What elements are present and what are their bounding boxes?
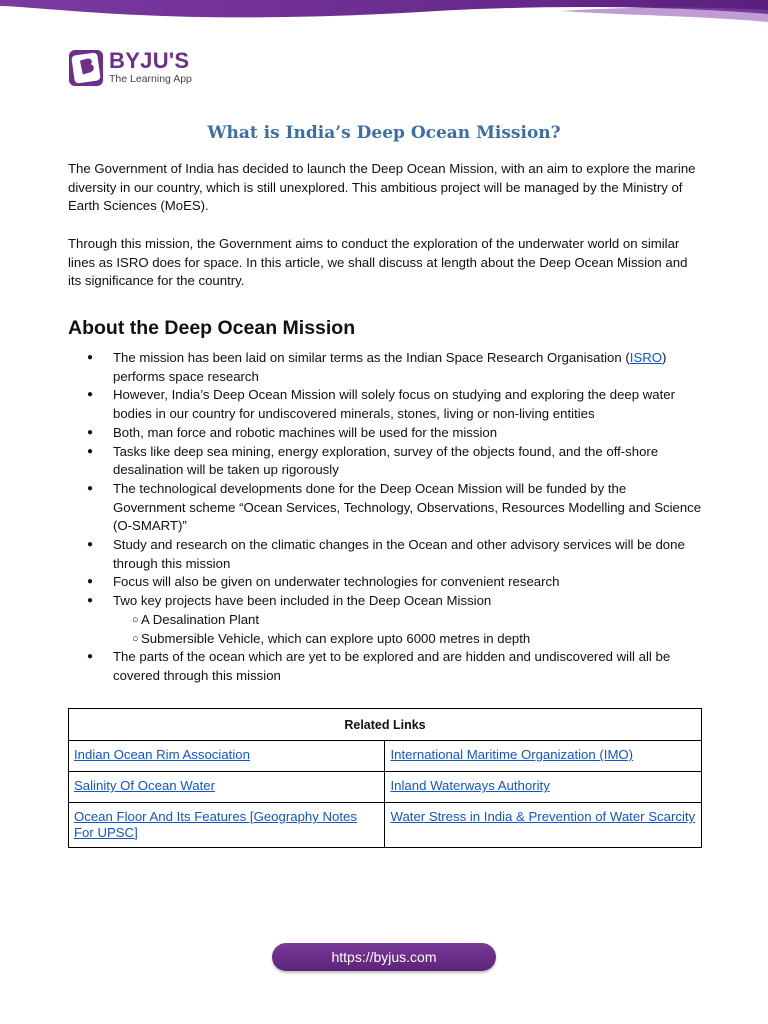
sub-bullet-list [113,611,702,648]
list-item: ● Focus will also be given on underwater technologies for convenient research [68,573,702,592]
byjus-logo[interactable] [68,47,192,89]
list-item: ● Study and research on the climatic changes in the Ocean and other advisory services will be done through this mission [68,536,702,573]
table-cell [385,803,702,848]
list-item: ● The technological developments done for the Deep Ocean Mission will be funded by the Government scheme “Ocean Services, Technology, Observations, Resources Modelling and Science (O-SMART)” [68,480,702,536]
footer-url-text: https://byjus.com [331,949,437,965]
sub-list-item: ○ Submersible Vehicle, which can explore upto 6000 metres in depth [68,630,702,649]
table-cell [69,741,385,772]
byjus-logo-icon [68,49,104,87]
logo-brand-name: BYJU'S [109,48,190,73]
related-links-header: Related Links [69,709,702,741]
intro-paragraph-1: The Government of India has decided to launch the Deep Ocean Mission, with an aim to explore the marine diversity in our country, which is still unexplored. This ambitious project will be managed by the Ministry of Earth Sciences (MoES). [68,161,696,214]
related-link[interactable]: International Maritime Organization (IMO) [390,747,634,762]
table-cell [69,772,385,803]
related-links-table [68,708,702,848]
table-cell [385,741,702,772]
table-row [69,803,702,848]
bullet-text: ) performs space research [113,350,667,384]
list-item: ● However, India’s Deep Ocean Mission will solely focus on studying and exploring the deep water bodies in our country for undiscovered minerals, stones, living or non-living entities [68,386,702,423]
list-item: ● The parts of the ocean which are yet to be explored and are hidden and undiscovered will all be covered through this mission [68,648,702,685]
section-heading: About the Deep Ocean Mission [68,317,356,339]
intro-paragraph-2: Through this mission, the Government aims to conduct the exploration of the underwater world on similar lines as ISRO does for space. In this article, we shall discuss at length about the Deep Ocean Mission and its significance for the country. [68,236,688,289]
table-row [69,741,702,772]
mission-bullet-list [68,349,702,686]
list-item: ● Both, man force and robotic machines will be used for the mission [68,424,702,443]
top-band-graphic [0,0,768,22]
isro-link[interactable]: ISRO [629,350,663,365]
logo-tagline: The Learning App [109,73,192,85]
top-decorative-band [0,0,768,22]
related-link[interactable]: Water Stress in India & Prevention of Water Scarcity [390,809,696,824]
table-row [69,772,702,803]
sub-list-item: ○ A Desalination Plant [68,611,702,630]
related-link[interactable]: Inland Waterways Authority [390,778,550,793]
table-cell [69,803,385,848]
page-title: What is India’s Deep Ocean Mission? [207,123,561,143]
list-item: ● Tasks like deep sea mining, energy exploration, survey of the objects found, and the off-shore desalination will be taken up rigorously [68,443,702,480]
bullet-text: The mission has been laid on similar terms as the Indian Space Research Organisation ( [113,350,630,365]
list-item [68,349,702,386]
related-link[interactable]: Salinity Of Ocean Water [74,778,215,793]
table-cell [385,772,702,803]
footer-url-button[interactable] [272,943,496,971]
related-link[interactable]: Ocean Floor And Its Features [Geography Notes For UPSC] [74,809,357,840]
list-item [68,592,702,648]
related-link[interactable]: Indian Ocean Rim Association [74,747,250,762]
bullet-text: Two key projects have been included in the Deep Ocean Mission [113,593,492,609]
